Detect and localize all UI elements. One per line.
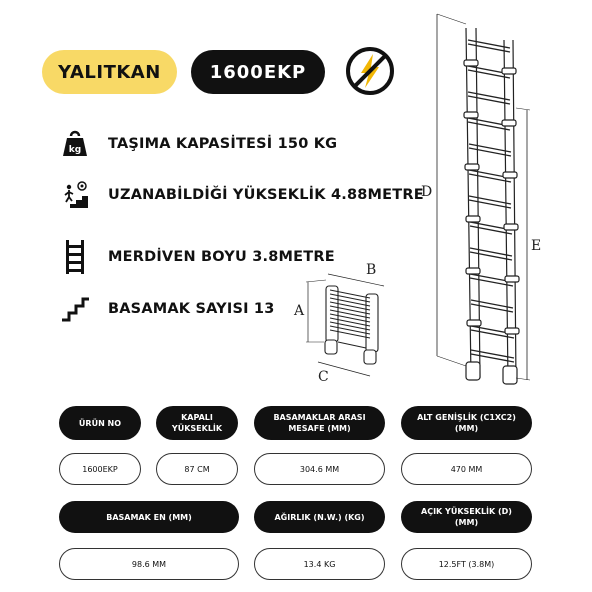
header-bottom-width: ALT GENİŞLİK (C1XC2) (MM) xyxy=(401,406,532,440)
dimension-label-b: B xyxy=(366,262,377,278)
extended-ladder xyxy=(437,14,530,384)
header-closed-height: KAPALI YÜKSEKLİK xyxy=(156,406,238,440)
header-step-width: BASAMAK EN (MM) xyxy=(59,501,239,533)
value-weight: 13.4 KG xyxy=(254,548,385,580)
dimension-label-a: A xyxy=(294,303,305,319)
value-step-width: 98.6 MM xyxy=(59,548,239,580)
value-product-no: 1600EKP xyxy=(59,453,141,485)
feature-ladder-length-label: MERDİVEN BOYU 3.8METRE xyxy=(108,249,335,265)
dimension-label-e: E xyxy=(531,238,542,254)
header-weight: AĞIRLIK (N.W.) (KG) xyxy=(254,501,385,533)
header-step-spacing: BASAMAKLAR ARASI MESAFE (MM) xyxy=(254,406,385,440)
collapsed-ladder xyxy=(306,274,384,376)
svg-text:kg: kg xyxy=(68,145,82,155)
value-open-height: 12.5FT (3.8M) xyxy=(401,548,532,580)
header-open-height: AÇIK YÜKSEKLİK (D) (MM) xyxy=(401,501,532,533)
model-badge: 1600EKP xyxy=(191,50,325,94)
header-product-no: ÜRÜN NO xyxy=(59,406,141,440)
dimension-label-c: C xyxy=(318,369,329,385)
value-bottom-width: 470 MM xyxy=(401,453,532,485)
value-closed-height: 87 CM xyxy=(156,453,238,485)
feature-step-count-label: BASAMAK SAYISI 13 xyxy=(108,301,275,317)
dimension-label-d: D xyxy=(421,184,433,200)
feature-capacity-label: TAŞIMA KAPASİTESİ 150 KG xyxy=(108,136,338,152)
feature-reach-height-label: UZANABİLDİĞİ YÜKSEKLİK 4.88METRE xyxy=(108,187,424,203)
value-step-spacing: 304.6 MM xyxy=(254,453,385,485)
category-badge: YALITKAN xyxy=(42,50,177,94)
